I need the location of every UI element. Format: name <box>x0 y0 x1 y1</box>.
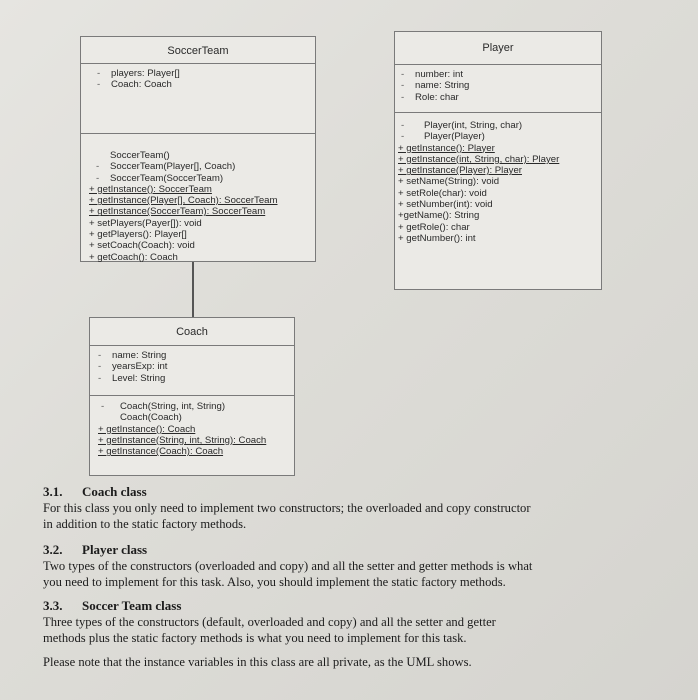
method-text: + setPlayers(Payer[]): void <box>89 217 202 229</box>
attribute-row <box>97 68 315 79</box>
method-row <box>98 435 294 446</box>
section-title: Coach class <box>82 484 147 499</box>
visibility-marker: - <box>98 350 102 361</box>
association-line <box>192 262 194 318</box>
attribute-text: players: Player[] <box>111 68 180 79</box>
method-row <box>89 161 315 172</box>
attribute-row <box>401 91 601 103</box>
method-text: + getInstance(String, int, String): Coach <box>98 434 267 446</box>
visibility-marker: - <box>97 79 101 91</box>
method-text: + setCoach(Coach): void <box>89 240 195 252</box>
paragraph-line: Three types of the constructors (default, overloaded and copy) and all the setter and getter <box>43 615 496 629</box>
section-number: 3.1. <box>43 484 63 499</box>
visibility-marker: - <box>401 120 405 131</box>
section-heading-3-3 <box>43 598 683 614</box>
method-text: + getNumber(): int <box>398 232 476 244</box>
method-row <box>89 184 315 195</box>
player-attributes <box>395 65 601 113</box>
attribute-text: number: int <box>415 69 463 80</box>
coach-class-title: Coach <box>90 318 294 346</box>
method-text: + getPlayers(): Player[] <box>89 229 187 241</box>
attribute-text: Coach: Coach <box>111 79 172 91</box>
visibility-marker: - <box>96 161 100 173</box>
visibility-marker: - <box>401 131 405 143</box>
method-text: + setRole(char): void <box>398 187 487 199</box>
visibility-marker: - <box>96 172 100 184</box>
method-row <box>398 222 601 233</box>
method-text: Coach(Coach) <box>120 412 182 424</box>
method-row <box>89 240 315 251</box>
coach-methods <box>90 396 294 457</box>
method-text: + getInstance(Coach): Coach <box>98 446 224 458</box>
soccer-team-class-title: SoccerTeam <box>81 37 315 64</box>
visibility-marker: - <box>401 80 405 92</box>
method-text: + getInstance(Player[], Coach): SoccerTeam <box>89 195 278 207</box>
method-row <box>98 412 294 423</box>
method-text: + getInstance(): Coach <box>98 423 196 435</box>
method-row <box>98 424 294 435</box>
method-text: + setNumber(int): void <box>398 199 493 211</box>
method-text: Player(int, String, char) <box>424 120 523 131</box>
method-text: +getName(): String <box>398 210 480 222</box>
method-text: Player(Player) <box>424 131 485 143</box>
section-number: 3.2. <box>43 542 63 557</box>
attribute-row <box>98 361 294 373</box>
method-text: + getInstance(): SoccerTeam <box>89 183 212 195</box>
section-title: Soccer Team class <box>82 598 182 613</box>
method-row <box>398 165 601 176</box>
visibility-marker: - <box>97 68 101 79</box>
method-row <box>398 233 601 244</box>
method-row <box>398 210 601 221</box>
attribute-row <box>98 372 294 384</box>
section-title: Player class <box>82 542 148 557</box>
method-row <box>89 195 315 206</box>
method-text: + getRole(): char <box>398 221 470 233</box>
method-row <box>89 173 315 184</box>
attribute-text: Level: String <box>112 372 166 384</box>
paragraph-line: you need to implement for this task. Also, you should implement the static factory methods. <box>43 575 506 589</box>
method-text: + getCoach(): Coach <box>89 251 178 263</box>
section-heading-3-1 <box>43 484 683 500</box>
method-text: Coach(String, int, String) <box>120 401 226 412</box>
method-row <box>398 199 601 210</box>
method-row <box>398 154 601 165</box>
method-row <box>89 206 315 217</box>
attribute-row <box>97 79 315 91</box>
attribute-row <box>98 350 294 361</box>
visibility-marker: - <box>401 91 405 103</box>
soccer-team-attributes <box>81 64 315 134</box>
section-heading-3-2 <box>43 542 683 558</box>
method-row <box>398 176 601 187</box>
attribute-text: Role: char <box>415 91 459 103</box>
method-row <box>98 401 294 412</box>
method-row <box>89 218 315 229</box>
method-text: + getInstance(SoccerTeam): SoccerTeam <box>89 206 266 218</box>
method-text: SoccerTeam(SoccerTeam) <box>110 172 224 184</box>
method-text: SoccerTeam() <box>110 150 170 161</box>
visibility-marker: - <box>401 69 405 80</box>
coach-attributes <box>90 346 294 396</box>
paragraph-line: methods plus the static factory methods is what you need to implement for this task. <box>43 631 467 645</box>
method-row <box>398 143 601 154</box>
coach-class-box <box>89 317 295 476</box>
player-methods <box>395 113 601 244</box>
visibility-marker: - <box>101 401 105 412</box>
soccer-team-class-box <box>80 36 316 262</box>
attribute-row <box>401 80 601 92</box>
method-row <box>398 120 601 131</box>
paragraph-line: Two types of the constructors (overloaded and copy) and all the setter and getter methods is what <box>43 559 533 573</box>
method-text: SoccerTeam(Player[], Coach) <box>110 161 236 173</box>
method-row <box>398 188 601 199</box>
method-row <box>89 252 315 263</box>
paragraph-line: in addition to the static factory methods. <box>43 517 247 531</box>
visibility-marker: - <box>98 372 102 384</box>
method-text: + getInstance(int, String, char): Player <box>398 153 560 165</box>
method-row <box>89 150 315 161</box>
private-note: Please note that the instance variables in this class are all private, as the UML shows. <box>43 655 472 669</box>
attribute-text: name: String <box>112 350 167 361</box>
visibility-marker: - <box>98 361 102 373</box>
attribute-text: name: String <box>415 80 470 92</box>
player-class-box <box>394 31 602 290</box>
attribute-row <box>401 69 601 80</box>
section-number: 3.3. <box>43 598 63 613</box>
player-class-title: Player <box>395 32 601 65</box>
attribute-text: yearsExp: int <box>112 361 168 373</box>
method-row <box>98 446 294 457</box>
method-text: + getInstance(Player): Player <box>398 165 522 177</box>
method-text: + getInstance(): Player <box>398 142 495 154</box>
method-text: + setName(String): void <box>398 176 500 188</box>
paragraph-line: For this class you only need to implement two constructors; the overloaded and copy constructor <box>43 501 531 515</box>
method-row <box>398 131 601 142</box>
soccer-team-methods <box>81 134 315 263</box>
method-row <box>89 229 315 240</box>
task-description <box>43 484 683 670</box>
